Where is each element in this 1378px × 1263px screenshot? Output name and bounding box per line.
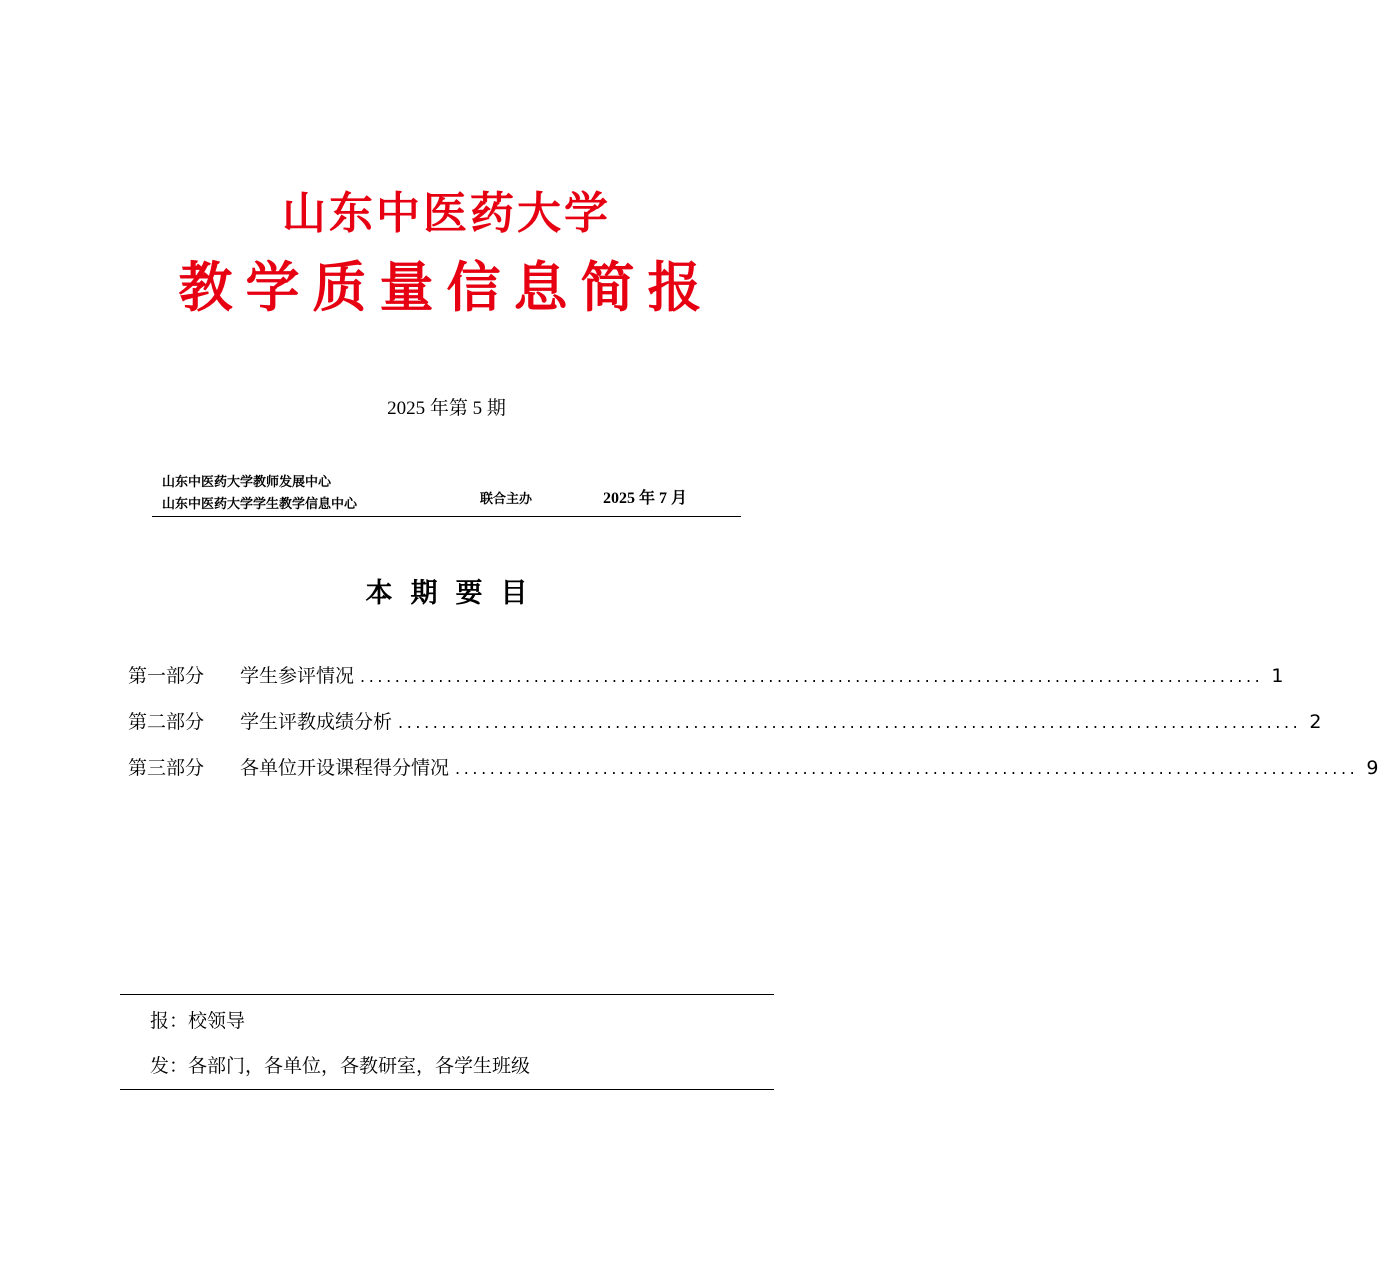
joint-host-label: 联合主办: [480, 492, 533, 507]
header-divider: [152, 516, 741, 517]
toc-leader-dots: ........................................................................................................: [398, 713, 1302, 732]
report-to-line: 报：校领导: [150, 1010, 246, 1032]
bulletin-title: 教学质量信息简报: [178, 255, 715, 319]
toc-leader-dots: ........................................................................................................: [455, 759, 1359, 778]
distribution-top-rule: [120, 994, 774, 995]
toc-item-page: 2: [1309, 711, 1322, 733]
toc-item-part: 第二部分: [128, 711, 205, 733]
toc-item-page: 1: [1271, 665, 1284, 687]
toc-item[interactable]: [128, 752, 1378, 798]
toc-leader-dots: ........................................................................................................: [360, 667, 1264, 686]
toc-item-title: 各单位开设课程得分情况: [240, 757, 450, 779]
organizer-line: 山东中医药大学学生教学信息中心: [162, 497, 358, 512]
toc-heading: 本期要目: [365, 578, 546, 609]
toc-item[interactable]: [128, 706, 1322, 752]
publication-date: 2025 年 7 月: [603, 490, 688, 507]
toc-item-part: 第三部分: [128, 757, 205, 779]
organizer-line: 山东中医药大学教师发展中心: [162, 475, 332, 490]
organizer-list: [162, 472, 357, 516]
toc-item-title: 学生参评情况: [240, 665, 355, 687]
toc-item[interactable]: [128, 660, 1284, 706]
toc-item-title: 学生评教成绩分析: [240, 711, 393, 733]
university-title: 山东中医药大学: [282, 188, 611, 239]
distribution-bottom-rule: [120, 1089, 774, 1090]
send-to-line: 发：各部门，各单位，各教研室，各学生班级: [150, 1055, 531, 1077]
toc-item-part: 第一部分: [128, 665, 205, 687]
issue-number: 2025 年第 5 期: [387, 398, 506, 419]
table-of-contents: [128, 660, 1378, 798]
toc-item-page: 9: [1366, 757, 1378, 779]
